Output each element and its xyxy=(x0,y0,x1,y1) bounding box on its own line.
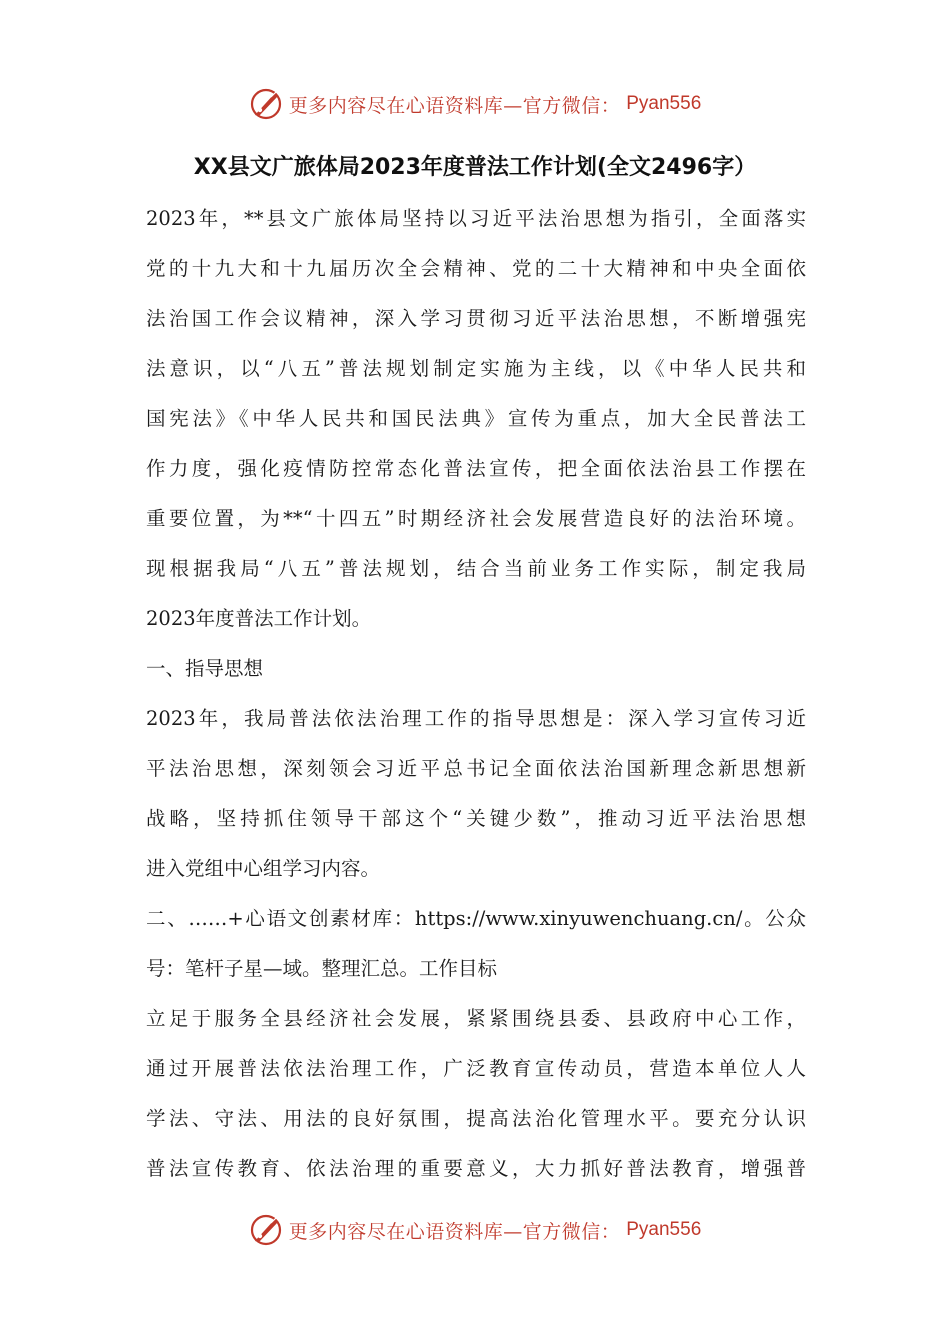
quill-logo-icon xyxy=(249,1213,283,1247)
footer-banner-text: 更多内容尽在心语资料库—官方微信： xyxy=(288,1220,621,1243)
body-line: 重要位置，为**“十四五”时期经济社会发展营造良好的法治环境。 xyxy=(146,507,806,530)
body-line: 2023年度普法工作计划。 xyxy=(146,607,372,630)
body-line: 作力度，强化疫情防控常态化普法宣传，把全面依法治县工作摆在 xyxy=(146,457,806,480)
document-body xyxy=(146,194,806,1194)
header-watermark-banner xyxy=(0,84,950,124)
body-line: 现根据我局“八五”普法规划，结合当前业务工作实际，制定我局 xyxy=(146,557,806,580)
body-line: 立足于服务全县经济社会发展，紧紧围绕县委、县政府中心工作， xyxy=(146,1007,806,1030)
body-line: 国宪法》《中华人民共和国民法典》宣传为重点，加大全民普法工 xyxy=(146,407,806,430)
footer-watermark-banner xyxy=(0,1210,950,1250)
body-line: 通过开展普法依法治理工作，广泛教育宣传动员，营造本单位人人 xyxy=(146,1057,806,1080)
document-title: XX县文广旅体局2023年度普法工作计划(全文2496字） xyxy=(193,155,757,180)
body-line: 法意识，以“八五”普法规划制定实施为主线，以《中华人民共和 xyxy=(146,357,806,380)
header-banner-text: 更多内容尽在心语资料库—官方微信： xyxy=(288,94,621,117)
body-line: 2023年，我局普法依法治理工作的指导思想是：深入学习宣传习近 xyxy=(146,707,806,730)
body-line: 党的十九大和十九届历次全会精神、党的二十大精神和中央全面依 xyxy=(146,257,806,280)
footer-banner-wechat-id: Pyan556 xyxy=(626,1219,702,1240)
body-line: 进入党组中心组学习内容。 xyxy=(146,857,381,880)
body-line: 学法、守法、用法的良好氛围，提高法治化管理水平。要充分认识 xyxy=(146,1107,806,1130)
section-heading: 一、指导思想 xyxy=(146,657,264,680)
quill-logo-icon xyxy=(249,87,283,121)
body-line: 法治国工作会议精神，深入学习贯彻习近平法治思想，不断增强宪 xyxy=(146,307,806,330)
body-line: 号：笔杆子星—域。整理汇总。工作目标 xyxy=(146,957,498,980)
body-line: 2023年，**县文广旅体局坚持以习近平法治思想为指引，全面落实 xyxy=(146,207,806,230)
body-line: 二、……+心语文创素材库：https://www.xinyuwenchuang.cn/。公众 xyxy=(146,907,806,930)
body-line: 普法宣传教育、依法治理的重要意义，大力抓好普法教育，增强普 xyxy=(146,1157,806,1180)
body-line: 平法治思想，深刻领会习近平总书记全面依法治国新理念新思想新 xyxy=(146,757,806,780)
header-banner-wechat-id: Pyan556 xyxy=(626,93,702,114)
body-line: 战略，坚持抓住领导干部这个“关键少数”，推动习近平法治思想 xyxy=(146,807,806,830)
